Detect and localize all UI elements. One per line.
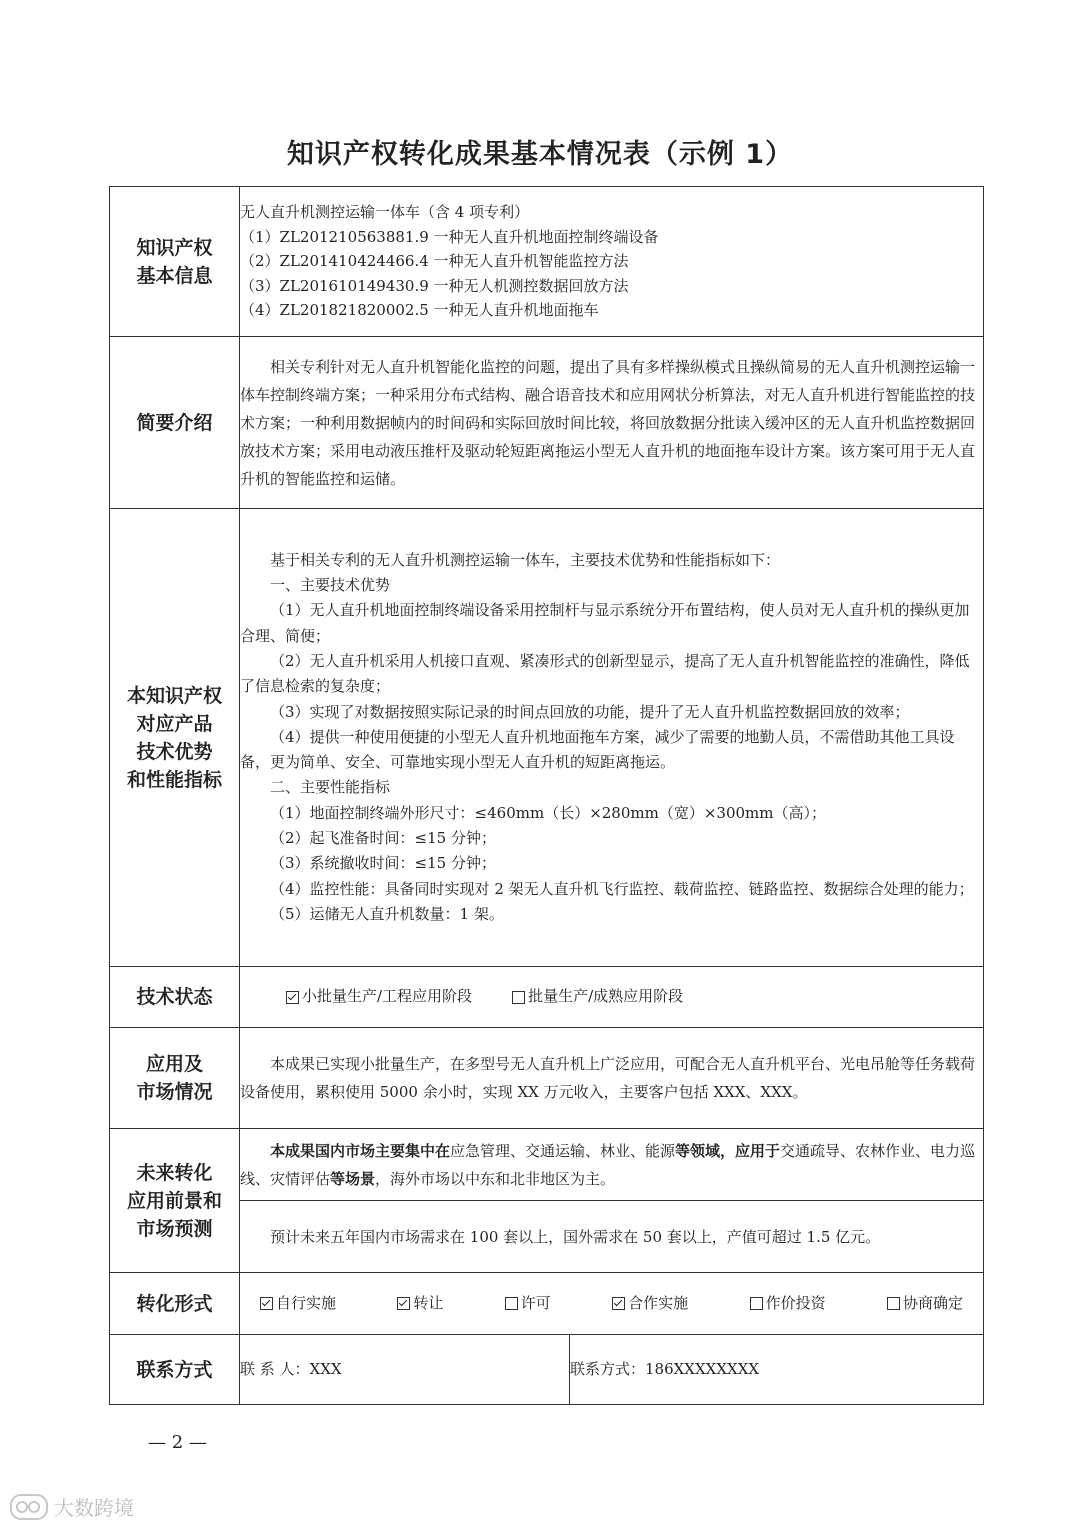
contact-person: 联 系 人：XXX	[240, 1335, 570, 1405]
label-form	[110, 1273, 240, 1335]
row-market	[110, 1028, 984, 1129]
row-status	[110, 967, 984, 1028]
label-status	[110, 967, 240, 1028]
advantage-paragraph: 一、主要技术优势	[270, 576, 391, 595]
row-future-a	[110, 1129, 984, 1201]
label-advantages	[110, 509, 240, 967]
checkbox-label: 合作实施	[628, 1293, 689, 1312]
checkbox-label: 自行实施	[276, 1293, 337, 1312]
checkbox-label: 作价投资	[765, 1293, 826, 1312]
advantage-paragraph: （4）提供一种使用便捷的小型无人直升机地面拖车方案，减少了需要的地勤人员，不需借助其他工具设备，更为简单、安全、可靠地实现小型无人直升机的短距离拖运。	[240, 727, 955, 772]
row-label-text: 未来转化 应用前景和 市场预测	[126, 1161, 222, 1240]
row-contact	[110, 1335, 984, 1405]
future-content-2	[240, 1201, 984, 1273]
unchecked-box-icon[interactable]	[887, 1297, 900, 1310]
watermark-text: 大数跨境	[54, 1496, 134, 1520]
intro-content	[240, 337, 984, 509]
checkbox-option[interactable]	[397, 1291, 443, 1317]
label-basic-info	[110, 187, 240, 337]
checked-box-icon[interactable]	[397, 1297, 410, 1310]
ip-info-table	[109, 186, 984, 1405]
row-label-text: 应用及 市场情况	[136, 1053, 213, 1103]
market-content	[240, 1028, 984, 1129]
row-label-text: 联系方式	[136, 1358, 213, 1381]
patent-group-title: 无人直升机测控运输一体车（含 4 项专利）	[240, 203, 530, 222]
patent-item: （2）ZL201410424466.4 一种无人直升机智能监控方法	[240, 252, 629, 271]
row-future-b	[110, 1201, 984, 1273]
advantage-paragraph: （3）系统撤收时间：≤15 分钟；	[270, 854, 496, 873]
row-label-text: 简要介绍	[136, 411, 213, 434]
future-bold-1: 本成果国内市场主要集中在	[270, 1141, 451, 1160]
status-content	[240, 967, 984, 1028]
unchecked-box-icon[interactable]	[750, 1297, 763, 1310]
future-text-part-1: 应急管理、交通运输、林业、能源	[450, 1141, 676, 1160]
future-text-1	[240, 1137, 983, 1193]
advantage-paragraph: （3）实现了对数据按照实际记录的时间点回放的功能，提升了无人直升机监控数据回放的效率；	[270, 702, 910, 721]
checkbox-option[interactable]	[286, 984, 472, 1010]
intro-text: 相关专利针对无人直升机智能化监控的问题，提出了具有多样操纵模式且操纵简易的无人直升机测控运输一体车控制终端方案；一种采用分布式结构、融合语音技术和应用网状分析算法，对无人直升机进行智能监控的技术方案；一种利用数据帧内的时间码和实际回放时间比较，将回放数据分批读入缓冲区的无人直升机监控数据回放技术方案；采用电动液压推杆及驱动轮短距离拖运小型无人直升机的地面拖车设计方案。该方案可用于无人直升机的智能监控和运储。	[240, 357, 976, 488]
advantage-paragraph: 二、主要性能指标	[270, 778, 391, 797]
patent-list	[240, 200, 983, 323]
form-content	[240, 1273, 984, 1335]
unchecked-box-icon[interactable]	[512, 991, 525, 1004]
contact-phone: 联系方式：186XXXXXXXX	[570, 1335, 984, 1405]
checkbox-option[interactable]	[512, 984, 683, 1010]
market-text: 本成果已实现小批量生产，在多型号无人直升机上广泛应用，可配合无人直升机平台、光电吊舱等任务载荷设备使用，累积使用 5000 余小时，实现 XX 万元收入，主要客户包括 XXX、XXX。	[240, 1055, 976, 1101]
checkbox-option[interactable]	[260, 1291, 336, 1317]
future-content-1	[240, 1129, 984, 1201]
row-label-text: 转化形式	[136, 1292, 213, 1315]
advantage-paragraph: （1）无人直升机地面控制终端设备采用控制杆与显示系统分开布置结构，使人员对无人直升机的操纵更加合理、简便；	[240, 601, 970, 645]
label-intro	[110, 337, 240, 509]
row-advantages	[110, 509, 984, 967]
watermark	[10, 1492, 134, 1521]
label-market	[110, 1028, 240, 1129]
page-number: — 2 —	[148, 1432, 207, 1453]
patent-item: （4）ZL201821820002.5 一种无人直升机地面拖车	[240, 301, 599, 320]
checked-box-icon[interactable]	[286, 991, 299, 1004]
future-text-2: 预计未来五年国内市场需求在 100 套以上，国外需求在 50 套以上，产值可超过 1.5 亿元。	[270, 1227, 881, 1246]
checkbox-option[interactable]	[612, 1291, 688, 1317]
row-label-text: 本知识产权 对应产品 技术优势 和性能指标	[126, 684, 222, 791]
label-future	[110, 1129, 240, 1273]
checkbox-option[interactable]	[887, 1291, 963, 1317]
future-text-part-2: 交通疏导、农林作业、电力巡线、灾情评估	[240, 1141, 976, 1188]
future-bold-2: 等领域，应用于	[675, 1141, 781, 1160]
future-text-part-3: ，海外市场以中东和北非地区为主。	[375, 1169, 616, 1188]
checkbox-label: 批量生产/成熟应用阶段	[528, 987, 684, 1006]
row-form	[110, 1273, 984, 1335]
advantage-paragraph: （2）起飞准备时间：≤15 分钟；	[270, 829, 496, 848]
patent-item: （1）ZL201210563881.9 一种无人直升机地面控制终端设备	[240, 227, 659, 246]
watermark-logo-icon	[10, 1494, 48, 1520]
future-bold-3: 等场景	[330, 1169, 376, 1188]
document-title: 知识产权转化成果基本情况表（示例 1）	[286, 139, 794, 170]
basic-info-content	[240, 187, 984, 337]
status-options	[240, 984, 983, 1010]
checkbox-label: 小批量生产/工程应用阶段	[302, 987, 473, 1006]
advantages-list	[240, 548, 983, 927]
checkbox-label: 许可	[520, 1293, 551, 1312]
advantage-paragraph: （2）无人直升机采用人机接口直观、紧凑形式的创新型显示，提高了无人直升机智能监控的准确性，降低了信息检索的复杂度；	[240, 651, 970, 696]
advantage-paragraph: （4）监控性能：具备同时实现对 2 架无人直升机飞行监控、载荷监控、链路监控、数据综合处理的能力；	[270, 879, 974, 898]
row-basic-info	[110, 187, 984, 337]
checkbox-label: 转让	[413, 1293, 444, 1312]
checked-box-icon[interactable]	[612, 1297, 625, 1310]
checkbox-option[interactable]	[750, 1291, 826, 1317]
row-label-text: 技术状态	[136, 986, 213, 1008]
advantage-paragraph: （1）地面控制终端外形尺寸：≤460mm（长）×280mm（宽）×300mm（高）；	[270, 803, 826, 822]
checkbox-option[interactable]	[505, 1291, 551, 1317]
form-options	[240, 1291, 983, 1317]
checked-box-icon[interactable]	[260, 1297, 273, 1310]
checkbox-label: 协商确定	[902, 1293, 963, 1312]
row-intro	[110, 337, 984, 509]
row-label-text: 知识产权 基本信息	[136, 236, 213, 287]
patent-item: （3）ZL201610149430.9 一种无人机测控数据回放方法	[240, 276, 629, 295]
advantage-paragraph: 基于相关专利的无人直升机测控运输一体车，主要技术优势和性能指标如下：	[270, 550, 781, 569]
label-contact	[110, 1335, 240, 1405]
advantages-content	[240, 509, 984, 967]
unchecked-box-icon[interactable]	[505, 1297, 518, 1310]
advantage-paragraph: （5）运储无人直升机数量：1 架。	[270, 904, 504, 923]
